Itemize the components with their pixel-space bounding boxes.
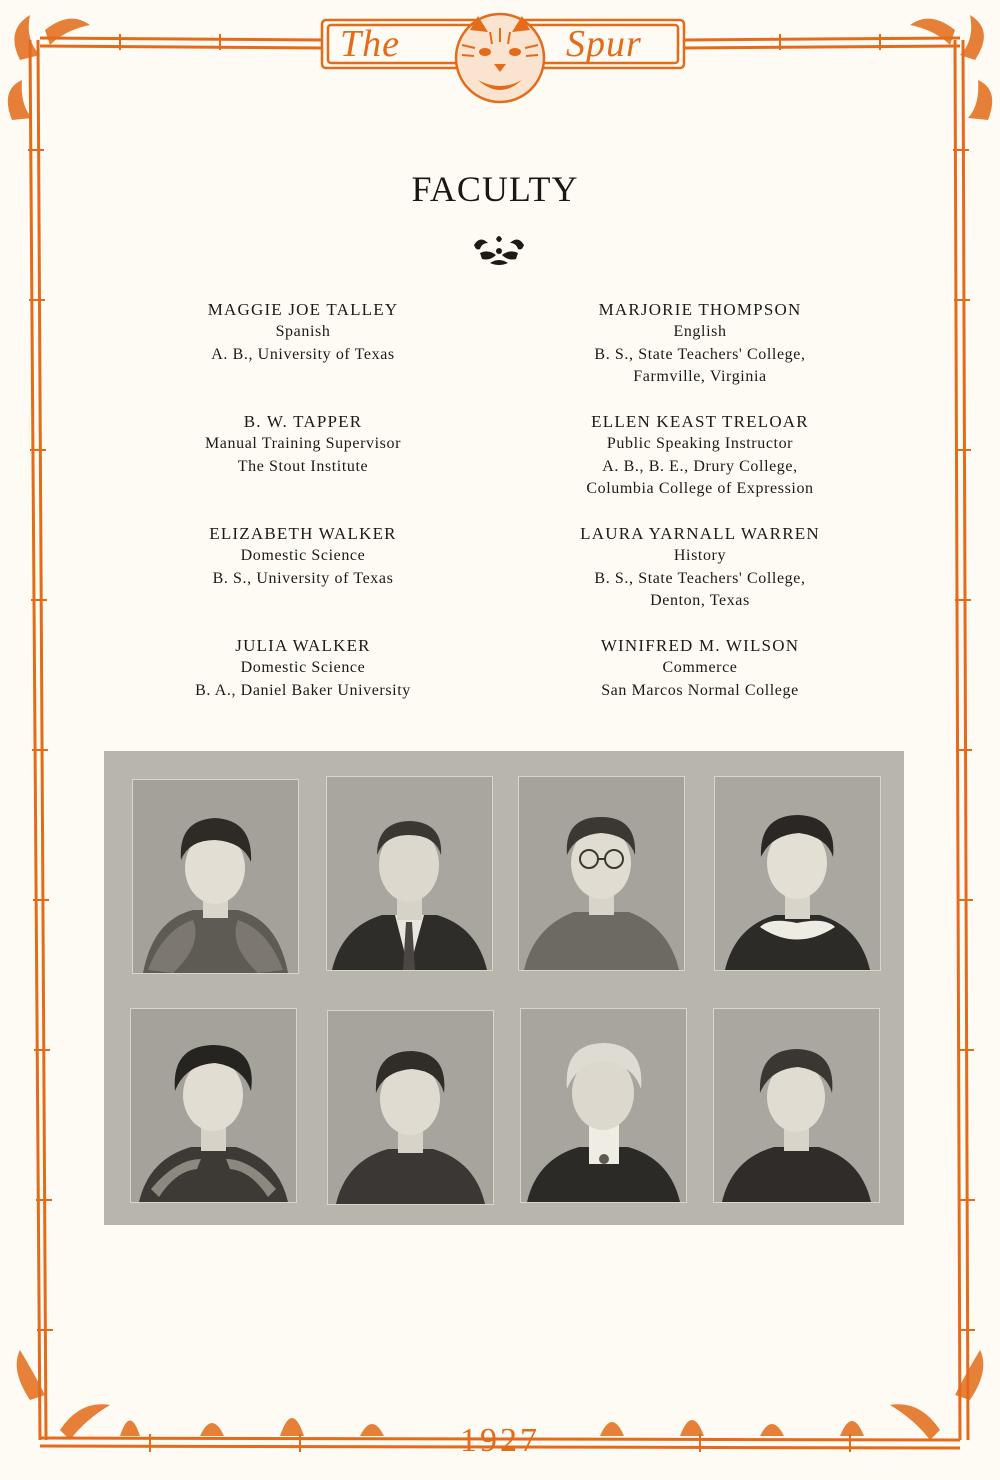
faculty-entry	[138, 410, 468, 522]
faculty-name: WINIFRED M. WILSON	[600, 636, 800, 655]
portrait-man-suit-icon	[326, 776, 493, 971]
faculty-detail: Manual Training Supervisor	[204, 435, 402, 452]
faculty-detail: Public Speaking Instructor	[606, 435, 794, 452]
faculty-detail: The Stout Institute	[237, 457, 369, 475]
faculty-name: JULIA WALKER	[235, 636, 371, 655]
faculty-detail: History	[673, 547, 727, 564]
faculty-detail: Farmville, Virginia	[633, 368, 767, 385]
faculty-name: ELIZABETH WALKER	[209, 524, 397, 543]
faculty-entry	[535, 298, 865, 410]
faculty-name: B. W. TAPPER	[243, 412, 363, 431]
portrait-woman-striped-collar-icon	[130, 1008, 297, 1203]
faculty-detail: Columbia College of Expression	[586, 480, 814, 497]
faculty-entry	[535, 522, 865, 634]
year-label: 1927	[460, 1422, 540, 1459]
fleuron-icon	[466, 233, 532, 267]
faculty-column-left	[138, 298, 468, 746]
faculty-column-right	[535, 298, 865, 746]
faculty-entry	[138, 522, 468, 634]
faculty-name: ELLEN KEAST TRELOAR	[591, 412, 809, 431]
faculty-detail: B. A., Daniel Baker University	[195, 681, 411, 699]
faculty-detail: Domestic Science	[240, 547, 366, 564]
faculty-entry	[535, 410, 865, 522]
faculty-detail: B. S., University of Texas	[212, 569, 394, 587]
portrait-panel	[104, 751, 904, 1225]
faculty-name: MARJORIE THOMPSON	[598, 300, 802, 319]
faculty-entry	[535, 634, 865, 746]
faculty-detail: San Marcos Normal College	[601, 681, 799, 699]
page-title: FACULTY	[411, 169, 579, 209]
faculty-detail: Commerce	[662, 659, 738, 676]
tiger-head-icon	[456, 14, 544, 102]
faculty-entry	[138, 634, 468, 746]
faculty-name: MAGGIE JOE TALLEY	[207, 300, 399, 319]
portrait-woman-dark-dress-icon	[713, 1008, 880, 1203]
faculty-name: LAURA YARNALL WARREN	[580, 524, 820, 543]
faculty-detail: B. S., State Teachers' College,	[594, 345, 806, 363]
portrait-woman-glasses-icon	[518, 776, 685, 971]
faculty-detail: English	[673, 323, 727, 340]
faculty-detail: B. S., State Teachers' College,	[594, 569, 806, 587]
portrait-woman-lace-collar-icon	[714, 776, 881, 971]
faculty-detail: Domestic Science	[240, 659, 366, 676]
portrait-elderly-woman-brooch-icon	[520, 1008, 687, 1203]
faculty-detail: A. B., University of Texas	[211, 345, 395, 363]
header-word-right: Spur	[566, 23, 642, 65]
faculty-detail: Spanish	[275, 323, 331, 340]
faculty-entry	[138, 298, 468, 410]
header-word-left: The	[340, 23, 400, 65]
portrait-woman-fur-collar-icon	[132, 779, 299, 974]
faculty-detail: A. B., B. E., Drury College,	[602, 457, 798, 475]
faculty-detail: Denton, Texas	[650, 592, 750, 609]
portrait-woman-dark-blouse-icon	[327, 1010, 494, 1205]
